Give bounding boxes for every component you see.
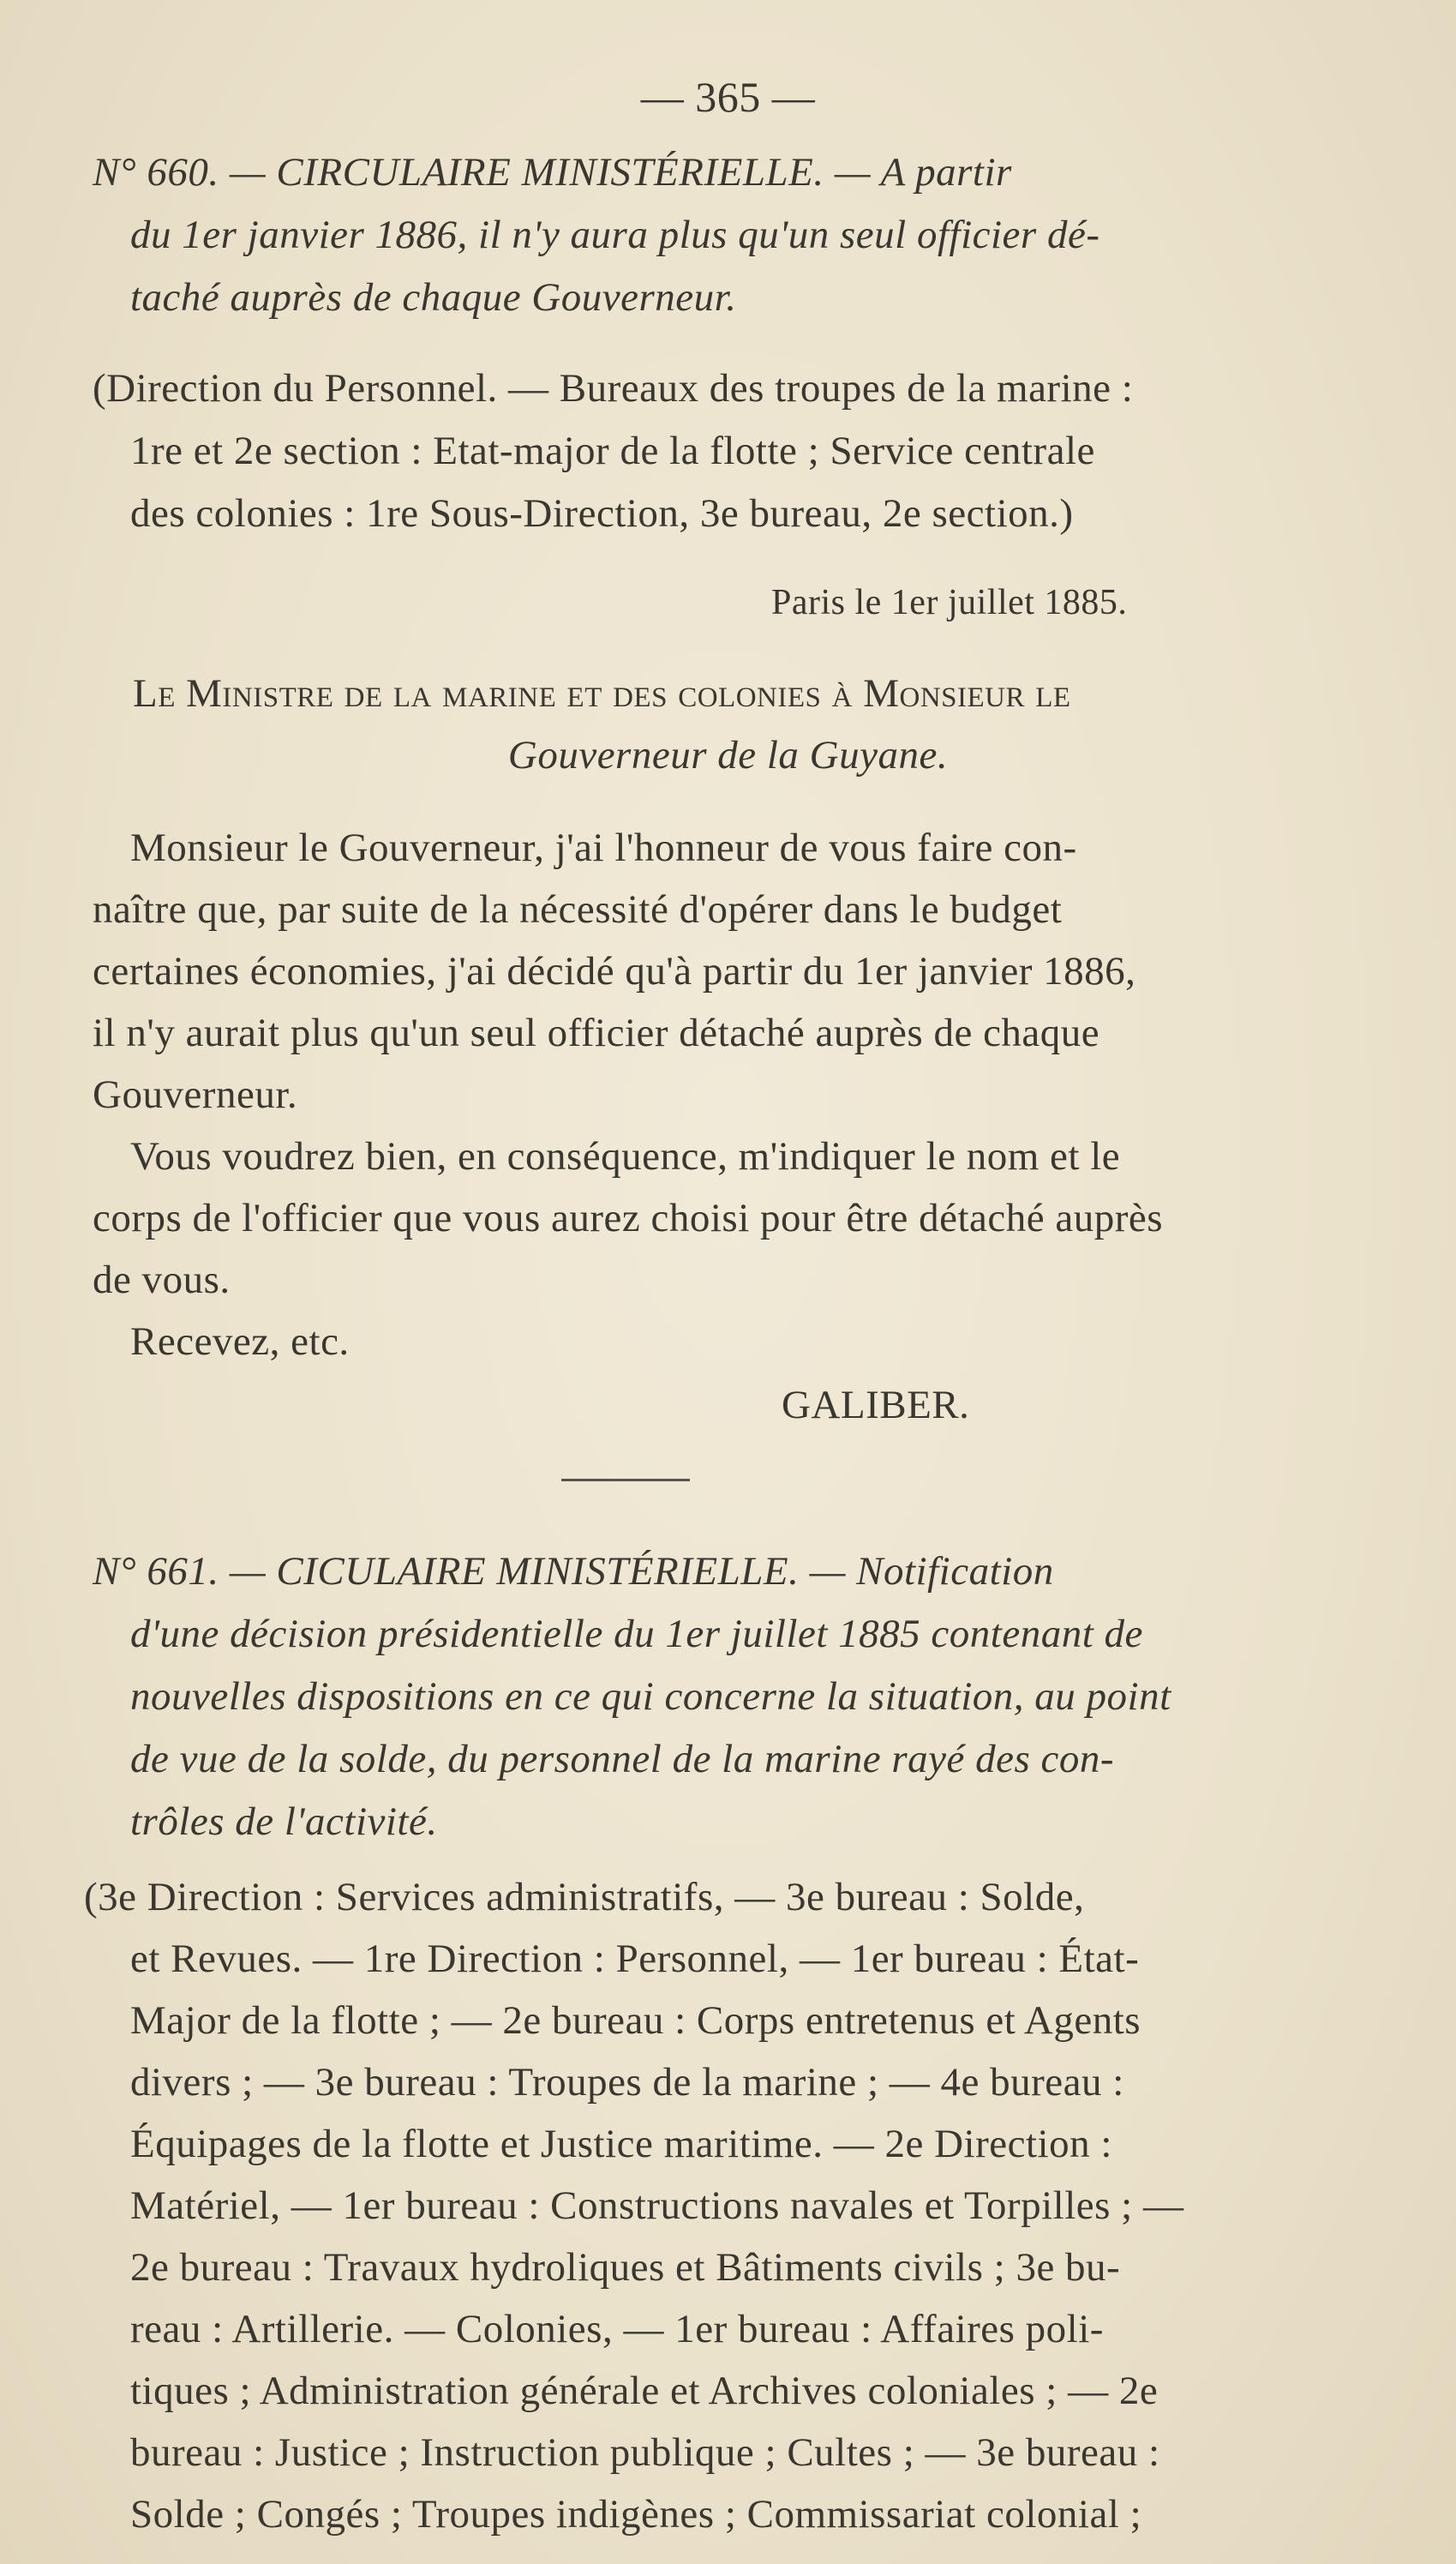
circular-660-date: Paris le 1er juillet 1885.: [771, 583, 1128, 622]
circular-660-addressee-line-2: Gouverneur de la Guyane.: [507, 733, 949, 778]
circular-661-header-line-3: nouvelles dispositions en ce qui concerne la situation, au point: [130, 1674, 1171, 1719]
circular-660-header-line-2: du 1er janvier 1886, il n'y aura plus qu'un seul officier dé-: [130, 213, 1100, 257]
circular-661-direction-line-6: Matériel, — 1er bureau : Constructions navales et Torpilles ; —: [130, 2183, 1184, 2228]
circular-660-closing: Recevez, etc.: [130, 1319, 350, 1364]
circular-661-direction-line-1: (3e Direction : Services administratifs, — 3e bureau : Solde,: [84, 1875, 1085, 1919]
circular-660-body-1-line-3: certaines économies, j'ai décidé qu'à partir du 1er janvier 1886,: [93, 949, 1136, 994]
circular-661-direction-line-2: et Revues. — 1re Direction : Personnel, — 1er bureau : État-: [130, 1937, 1140, 1981]
circular-661-direction-line-5: Équipages de la flotte et Justice maritime. — 2e Direction :: [130, 2122, 1112, 2166]
circular-661-direction-line-3: Major de la flotte ; — 2e bureau : Corps entretenus et Agents: [130, 1998, 1141, 2043]
circular-660-signature: GALIBER.: [782, 1383, 970, 1427]
circular-661-direction-line-9: tiques ; Administration générale et Archives coloniales ; — 2e: [130, 2369, 1159, 2413]
circular-660-direction-line-2: 1re et 2e section : Etat-major de la flotte ; Service centrale: [130, 429, 1095, 473]
circular-661-header-line-2: d'une décision présidentielle du 1er juillet 1885 contenant de: [130, 1612, 1143, 1656]
circular-660-body-2-line-3: de vous.: [93, 1258, 231, 1302]
circular-660-body-1-line-2: naître que, par suite de la nécessité d'opérer dans le budget: [93, 887, 1063, 932]
circular-661-header-line-1: N° 661. — CICULAIRE MINISTÉRIELLE. — Notification: [93, 1549, 1054, 1594]
circular-660-direction-line-1: (Direction du Personnel. — Bureaux des troupes de la marine :: [93, 366, 1134, 411]
circular-661-direction-line-7: 2e bureau : Travaux hydroliques et Bâtiments civils ; 3e bu-: [130, 2245, 1121, 2290]
circular-660-body-1-line-5: Gouverneur.: [93, 1072, 298, 1117]
circular-661-direction-line-4: divers ; — 3e bureau : Troupes de la marine ; — 4e bureau :: [130, 2060, 1124, 2105]
circular-661-direction-line-10: bureau : Justice ; Instruction publique ; Cultes ; — 3e bureau :: [130, 2430, 1160, 2475]
circular-661-direction-line-8: reau : Artillerie. — Colonies, — 1er bureau : Affaires poli-: [130, 2307, 1104, 2351]
section-divider: [561, 1479, 690, 1481]
page-number: — 365 —: [640, 73, 816, 121]
circular-660-addressee-line-1: Le Ministre de la marine et des colonies à Monsieur le: [133, 671, 1071, 716]
circular-660-direction-line-3: des colonies : 1re Sous-Direction, 3e bureau, 2e section.): [130, 491, 1074, 536]
circular-661-header-line-5: trôles de l'activité.: [130, 1799, 438, 1844]
circular-660-body-1-line-1: Monsieur le Gouverneur, j'ai l'honneur de vous faire con-: [130, 826, 1077, 870]
circular-661-header-line-4: de vue de la solde, du personnel de la marine rayé des con-: [130, 1737, 1115, 1781]
circular-660-body-2-line-2: corps de l'officier que vous aurez choisi pour être détaché auprès: [93, 1196, 1164, 1240]
circular-660-header-line-1: N° 660. — CIRCULAIRE MINISTÉRIELLE. — A partir: [93, 150, 1012, 195]
circular-660-header-line-3: taché auprès de chaque Gouverneur.: [130, 275, 737, 320]
circular-660-body-2-line-1: Vous voudrez bien, en conséquence, m'indiquer le nom et le: [130, 1134, 1121, 1179]
circular-661-direction-line-11: Solde ; Congés ; Troupes indigènes ; Commissariat colonial ;: [130, 2492, 1142, 2537]
circular-660-body-1-line-4: il n'y aurait plus qu'un seul officier détaché auprès de chaque: [93, 1011, 1100, 1055]
